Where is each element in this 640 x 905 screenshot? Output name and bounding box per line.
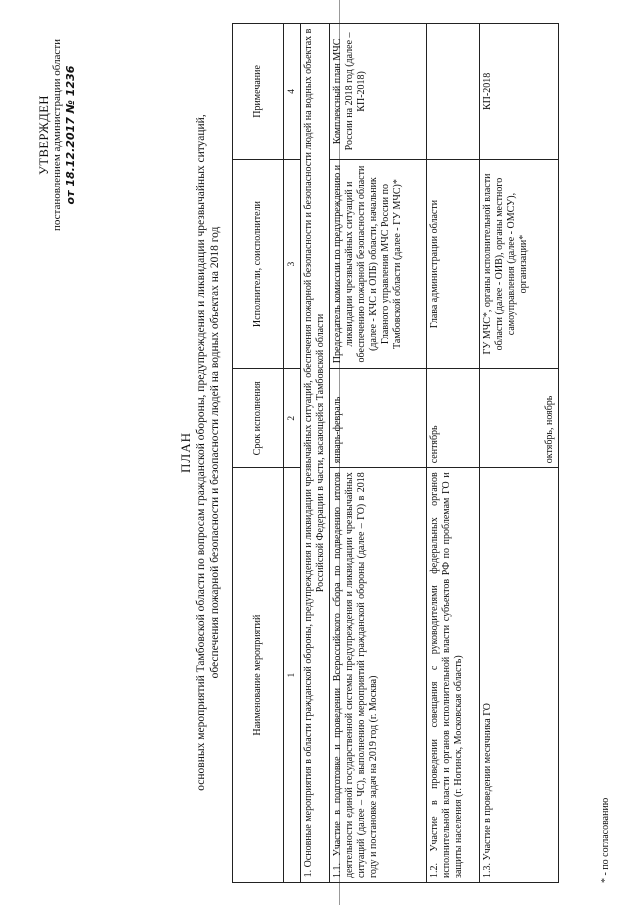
row-executors: ГУ МЧС*, органы исполнительной власти области (далее - ОИВ), органы местного самоуправления (далее - ОМСУ), организации*	[480, 159, 559, 368]
header-executors: Исполнители, соисполнители	[233, 159, 284, 368]
column-number: 4	[284, 24, 301, 160]
approval-handwritten-date: от 18.12.2017 № 1236	[64, 65, 77, 205]
row-term: октябрь, ноябрь	[480, 369, 559, 468]
table-row	[480, 24, 559, 883]
document-subtitle-line1: основных мероприятий Тамбовской области по вопросам гражданской обороны, предупреждения и ликвидации чрезвычайных ситуаций,	[195, 114, 207, 791]
approval-title: УТВЕРЖДЕН	[37, 95, 51, 175]
section-row	[301, 24, 330, 883]
plan-table	[232, 23, 559, 883]
approval-line: постановлением администрации области	[51, 38, 63, 232]
row-term: сентябрь	[427, 369, 480, 468]
table-row	[427, 24, 480, 883]
row-name: 1.3. Участие в проведении месячника ГО	[480, 468, 559, 883]
row-name: 1.1. Участие в подготовке и проведении Всероссийского сбора по подведению итогов деятельности единой государственной системы предупреждения и ликвидации чрезвычайных ситуаций (далее – ЧС), выполнению мероприятий гражданской обороны (далее – ГО) в 2018 году и постановке задач на 2019 год (г. Москва)	[330, 468, 427, 883]
row-term: январь-февраль	[330, 369, 427, 468]
row-executors: Председатель комиссии по предупреждению и ликвидации чрезвычайных ситуаций и обеспечению пожарной безопасности области (далее - КЧС и ОПБ) области, начальник Главного управления МЧС России по Тамбовской области (далее - ГУ МЧС)*	[330, 159, 427, 368]
row-executors: Глава администрации области	[427, 159, 480, 368]
table-header-row	[233, 24, 284, 883]
header-name: Наименование мероприятий	[233, 468, 284, 883]
column-number: 2	[284, 369, 301, 468]
header-note: Примечание	[233, 24, 284, 160]
document-subtitle-line2: обеспечения пожарной безопасности и безопасности людей на водных объектах на 2018 год	[209, 226, 221, 679]
row-note: Комплексный план МЧС России на 2018 год (далее – КП-2018)	[330, 24, 427, 160]
row-name: 1.2. Участие в проведении совещания с руководителями федеральных органов исполнительной власти и органов исполнительной власти субъектов РФ по проблемам ГО и защиты населения (г. Ногинск, Московская область)	[427, 468, 480, 883]
document-title: ПЛАН	[178, 432, 193, 473]
footnote: * - по согласованию	[600, 797, 611, 883]
row-note	[427, 24, 480, 160]
document-heading	[178, 0, 222, 905]
column-number: 3	[284, 159, 301, 368]
row-note: КП-2018	[480, 24, 559, 160]
approval-block	[38, 5, 77, 265]
header-term: Срок исполнения	[233, 369, 284, 468]
table-row	[330, 24, 427, 883]
column-number: 1	[284, 468, 301, 883]
section-title: 1. Основные мероприятия в области гражданской обороны, предупреждения и ликвидации чрезвычайных ситуаций, обеспечения пожарной безопасности и безопасности людей на водных объектах в Российской Федерации в части, касающейся Тамбовской области	[301, 24, 330, 883]
column-number-row	[284, 24, 301, 883]
